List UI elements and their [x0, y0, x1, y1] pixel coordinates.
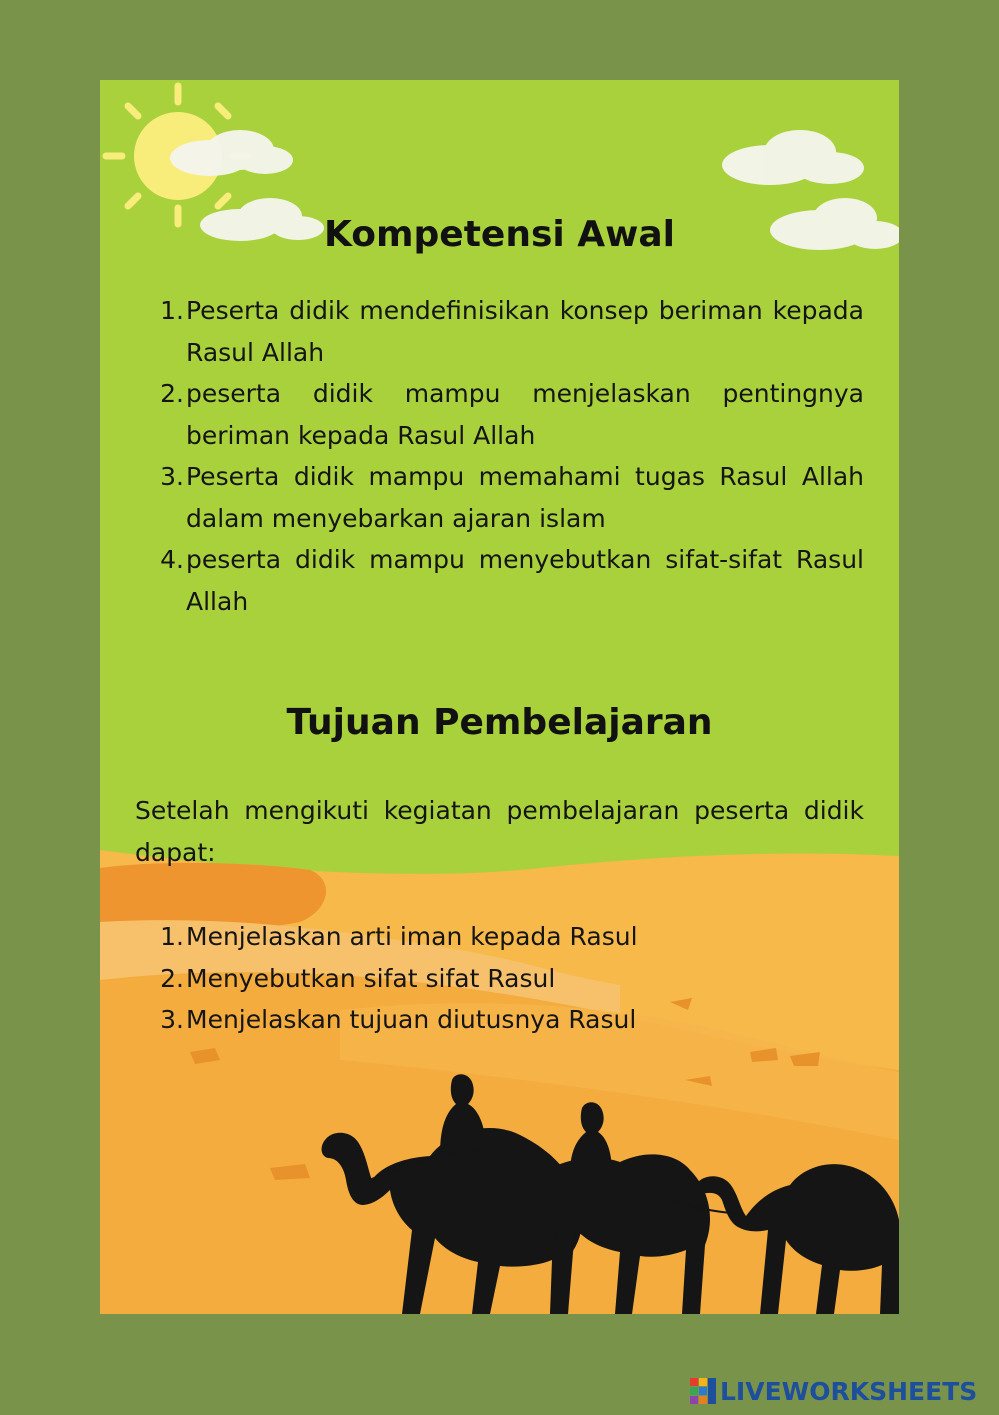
cloud-icon: [722, 130, 864, 185]
list-item-number: 4.: [160, 545, 184, 574]
list-item-text: Menjelaskan arti iman kepada Rasul: [186, 922, 638, 951]
list-item: [160, 958, 864, 1000]
list-item-number: 1.: [160, 296, 184, 325]
liveworksheets-logo-icon: [690, 1378, 716, 1404]
list-item: [160, 290, 864, 373]
list-item-text: Menyebutkan sifat sifat Rasul: [186, 963, 556, 993]
list-item-number: 3.: [160, 1005, 184, 1034]
brand-name: LIVEWORKSHEETS: [720, 1376, 978, 1406]
tujuan-list: [160, 916, 864, 1041]
poster: [100, 80, 899, 1314]
list-item-text: peserta didik mampu menyebutkan sifat-sifat Rasul Allah: [186, 545, 864, 616]
list-item-text: Peserta didik mendefinisikan konsep beriman kepada Rasul Allah: [186, 296, 864, 367]
list-item-number: 2.: [160, 379, 184, 408]
list-item-text: peserta didik mampu menjelaskan pentingnya beriman kepada Rasul Allah: [186, 379, 864, 450]
list-item-text: Peserta didik mampu memahami tugas Rasul Allah dalam menyebarkan ajaran islam: [186, 462, 864, 533]
list-item-text: Menjelaskan tujuan diutusnya Rasul: [186, 1005, 637, 1034]
list-item: [160, 539, 864, 622]
list-item: [160, 916, 864, 958]
kompetensi-list: [160, 290, 864, 622]
background-scene: [100, 80, 899, 1314]
list-item: [160, 373, 864, 456]
section-title-tujuan: Tujuan Pembelajaran: [286, 702, 713, 743]
list-item-number: 1.: [160, 922, 184, 951]
list-item-number: 2.: [160, 963, 184, 993]
list-item: [160, 999, 864, 1041]
list-item-number: 3.: [160, 462, 184, 491]
liveworksheets-brand-link[interactable]: [690, 1374, 977, 1408]
list-item: [160, 456, 864, 539]
intro-text: Setelah mengikuti kegiatan pembelajaran peserta didik dapat:: [135, 796, 864, 867]
section-title-kompetensi: Kompetensi Awal: [324, 214, 675, 255]
